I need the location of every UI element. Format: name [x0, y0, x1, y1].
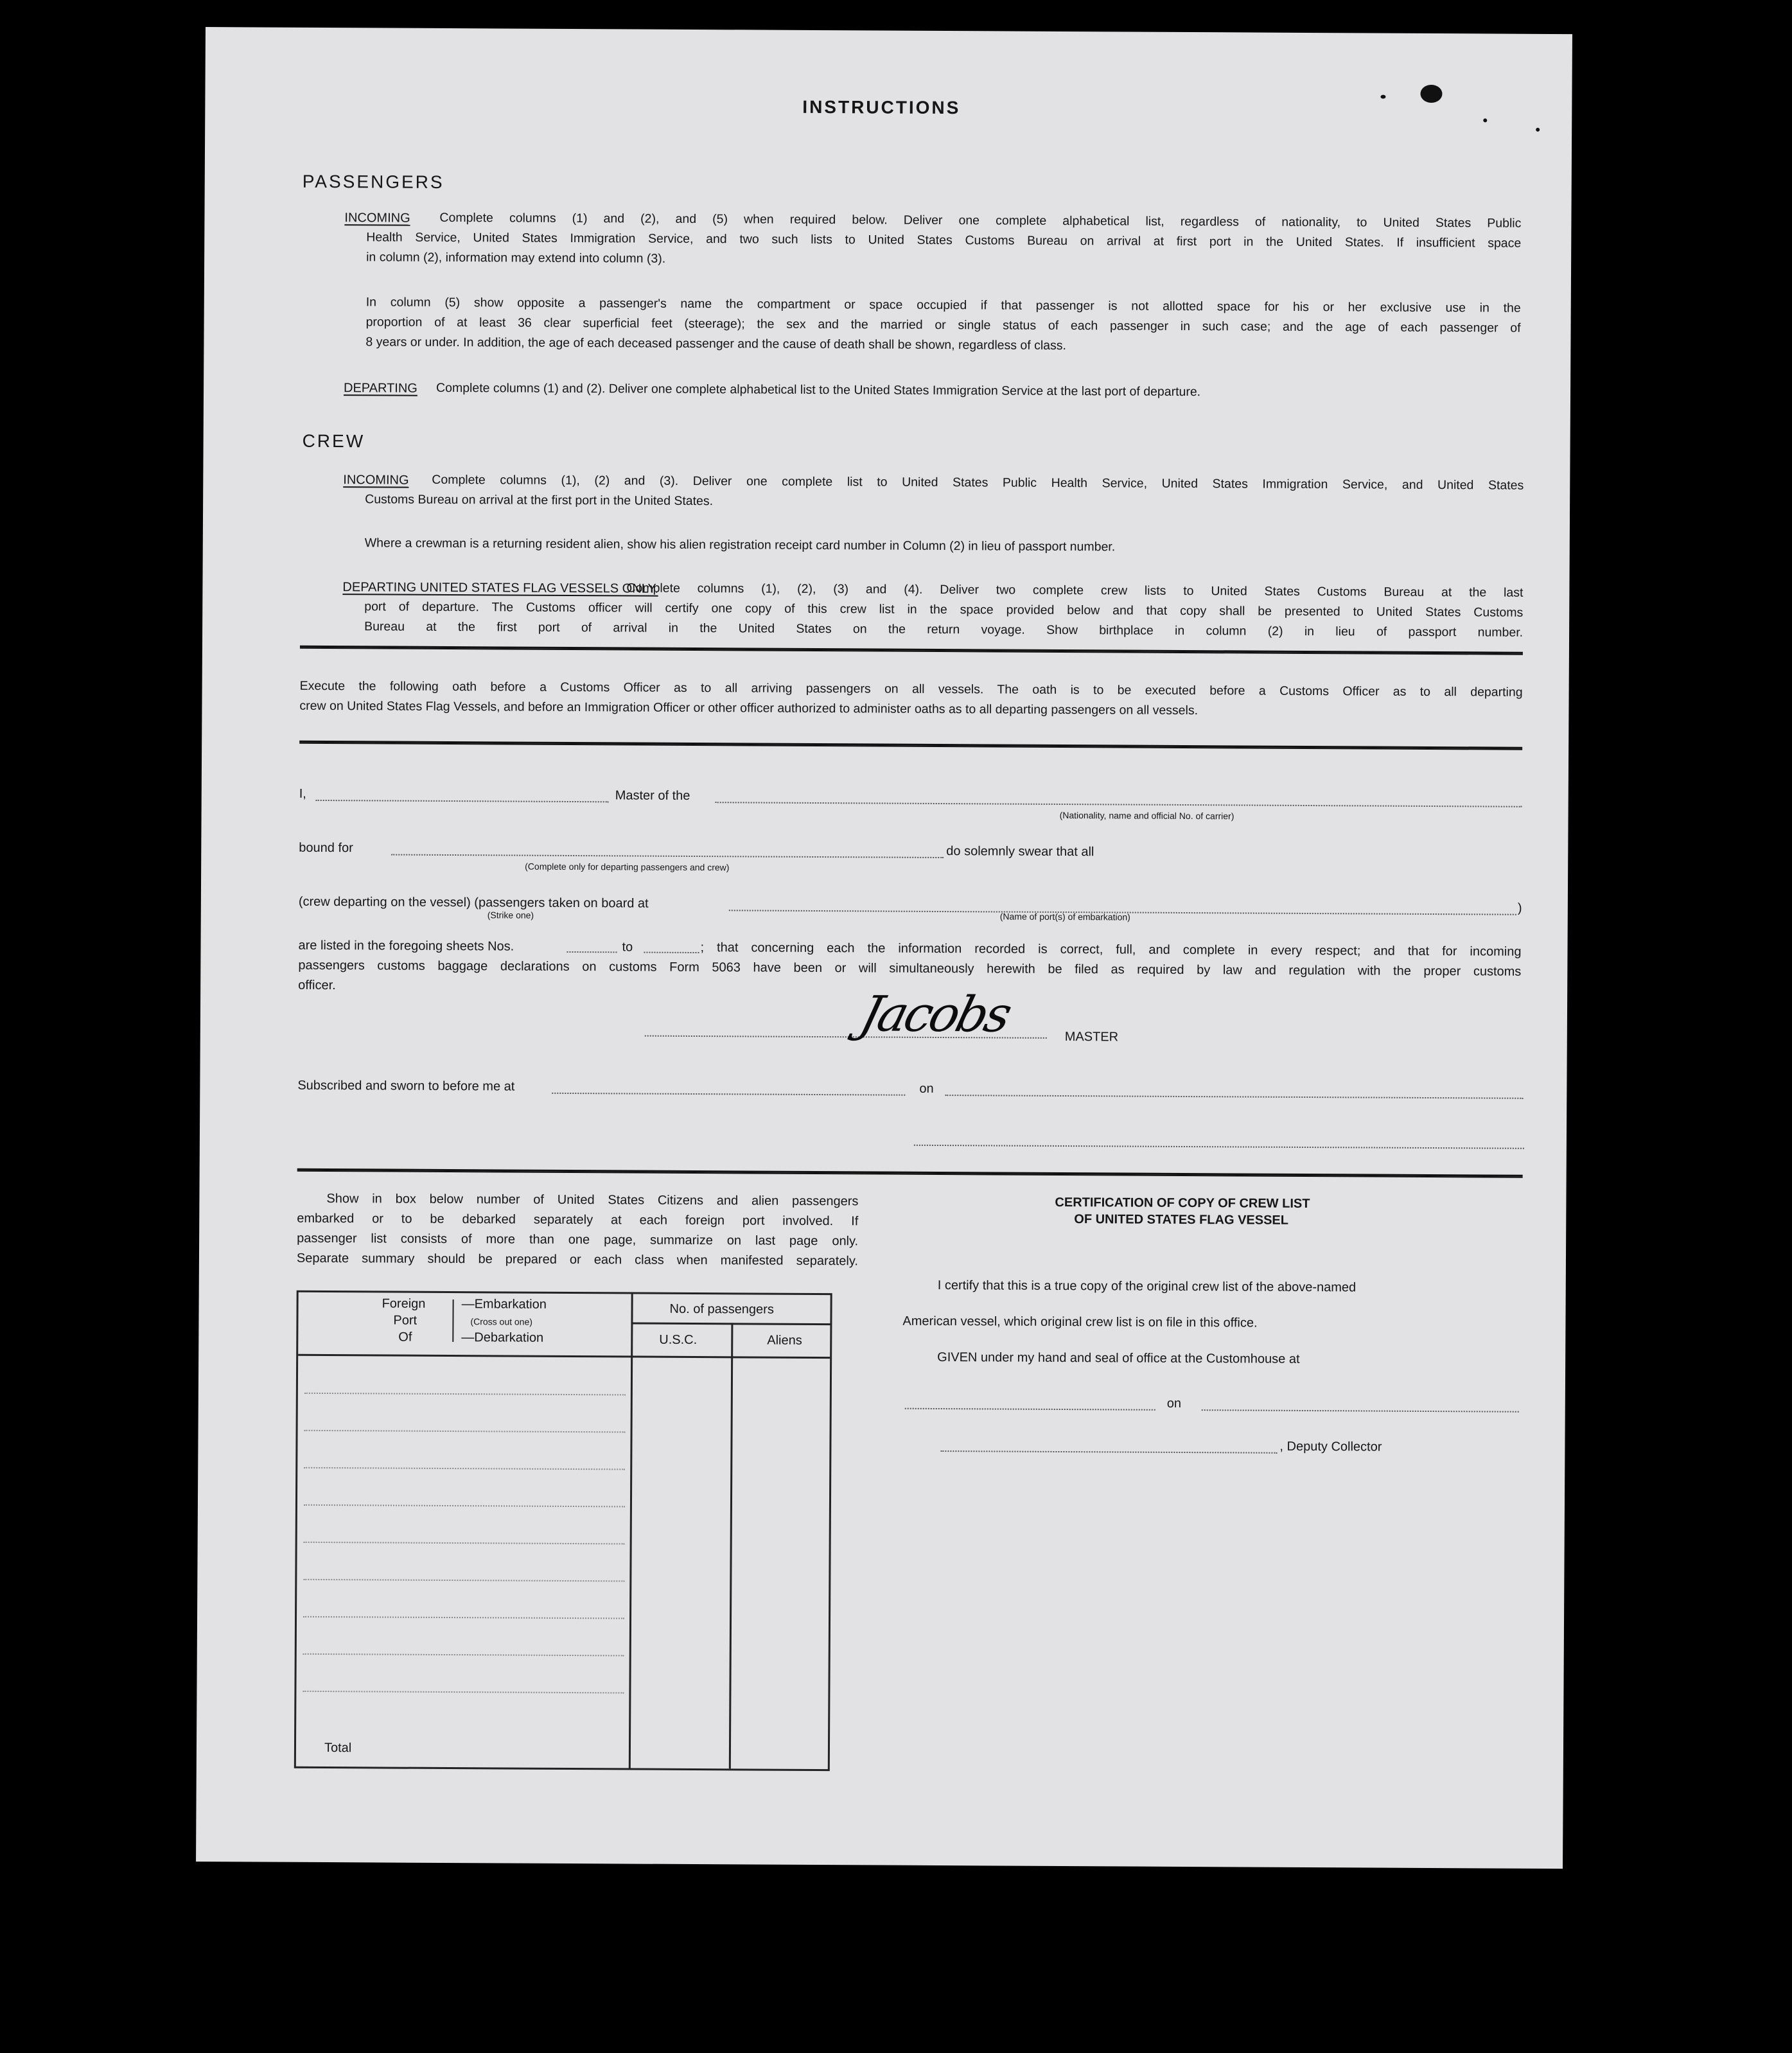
form-page	[196, 27, 1572, 1869]
section-divider	[297, 1168, 1523, 1178]
column5-line: In column (5) show opposite a passenger's name the compartment or space occupied if that passenger is not allotted space for his or her exclusive use in the	[365, 295, 1521, 315]
master-name-field[interactable]	[316, 800, 609, 802]
oath-line-3: officer.	[298, 978, 336, 993]
summary-instruction-line: passenger list consists of more than one page, summarize on last page only.	[297, 1231, 859, 1249]
crew-incoming-line: Complete columns (1), (2) and (3). Deliver one complete list to United States Public Health Service, United States Immigration Service, and United States	[432, 472, 1524, 493]
total-label: Total	[324, 1741, 352, 1756]
sworn-on-label: on	[919, 1081, 934, 1096]
crew-departing-line: port of departure. The Customs officer will certify one copy of this crew list in the space provided below and that copy shall be presented to United States Customs	[364, 599, 1524, 620]
column5-line: 8 years or under. In addition, the age of each deceased passenger and the cause of death shall be shown, regardless of class.	[365, 335, 1067, 353]
bound-for-field[interactable]	[391, 854, 944, 859]
carrier-hint: (Nationality, name and official No. of carrier)	[1059, 809, 1234, 822]
certification-line: American vessel, which original crew list is on file in this office.	[902, 1314, 1258, 1330]
header-bottom-border	[298, 1354, 830, 1359]
no-passengers-header: No. of passengers	[669, 1301, 774, 1317]
crew-departing-line: Bureau at the first port of arrival in the United States on the return voyage. Show birthplace in column (2) in lieu of passport number.	[364, 619, 1524, 640]
debarkation-label: —Debarkation	[461, 1330, 544, 1345]
port-label: Port	[393, 1313, 417, 1328]
certification-line: GIVEN under my hand and seal of office at the Customhouse at	[937, 1350, 1300, 1366]
passengers-incoming-label: INCOMING	[344, 211, 410, 225]
sheet-to-field[interactable]	[644, 952, 699, 953]
column5-line: proportion of at least 36 clear superficial feet (steerage); the sex and the married or single status of each passenger in such case; and the age of each passenger of	[365, 315, 1521, 335]
passengers-heading: PASSENGERS	[302, 171, 444, 192]
port-entry-row[interactable]	[304, 1430, 626, 1433]
oath-line-2: passengers customs baggage declarations on customs Form 5063 have been or will simultaneously herewith be filed as required by law and regulation with the proper customs	[298, 958, 1522, 979]
port-entry-row[interactable]	[303, 1616, 624, 1619]
port-entry-row[interactable]	[303, 1691, 624, 1694]
sheet-from-field[interactable]	[567, 951, 617, 953]
crew-heading: CREW	[302, 430, 365, 452]
certification-title: OF UNITED STATES FLAG VESSEL	[1074, 1212, 1289, 1228]
embarkation-label: —Embarkation	[461, 1297, 547, 1312]
certification-title: CERTIFICATION OF COPY OF CREW LIST	[1055, 1195, 1310, 1212]
crew-passengers-label: (crew departing on the vessel) (passengers taken on board at	[298, 894, 649, 911]
ink-spot	[1420, 85, 1442, 103]
oath-i-label: I,	[299, 786, 306, 801]
bound-for-hint: (Complete only for departing passengers and crew)	[525, 861, 730, 873]
customhouse-field[interactable]	[905, 1408, 1155, 1411]
bound-for-label: bound for	[299, 840, 353, 856]
master-label: MASTER	[1064, 1030, 1119, 1044]
crew-departing-label: DEPARTING UNITED STATES FLAG VESSELS ONLY.	[342, 580, 658, 596]
ports-hint: (Name of port(s) of embarkation)	[999, 911, 1130, 922]
crew-incoming-label: INCOMING	[343, 473, 409, 488]
listed-prefix: are listed in the foregoing sheets Nos.	[298, 938, 514, 954]
passengers-incoming-line: Complete columns (1) and (2), and (5) when required below. Deliver one complete alphabetical list, regardless of nationality, to United States Public	[439, 210, 1522, 231]
ink-dot	[1483, 118, 1487, 122]
page-title: INSTRUCTIONS	[802, 96, 961, 118]
oath-intro-line: Execute the following oath before a Customs Officer as to all arriving passengers on all vessels. The oath is to be executed before a Customs Officer as to all departing	[299, 678, 1523, 700]
aliens-header: Aliens	[767, 1333, 802, 1348]
port-column-border	[629, 1294, 633, 1768]
ink-dot	[1536, 128, 1540, 132]
passengers-incoming-line: in column (2), information may extend into column (3).	[366, 250, 666, 266]
sworn-place-field[interactable]	[552, 1093, 905, 1096]
port-entry-row[interactable]	[303, 1653, 624, 1657]
summary-instruction-line: Show in box below number of United States Citizens and alien passengers	[326, 1192, 859, 1209]
passengers-departing-label: DEPARTING	[344, 381, 417, 396]
officer-signature-field[interactable]	[914, 1145, 1524, 1149]
ink-dot	[1380, 95, 1385, 99]
port-entry-row[interactable]	[304, 1542, 625, 1545]
passengers-incoming-line: Health Service, United States Immigration Service, and two such lists to United States Customs Bureau on arrival at first port in the United States. If insufficient space	[366, 230, 1522, 251]
to-label: to	[622, 940, 633, 955]
oath-intro-line: crew on United States Flag Vessels, and before an Immigration Officer or other officer authorized to administer oaths as to all departing passengers on all vessels.	[299, 698, 1199, 718]
certification-line: I certify that this is a true copy of the original crew list of the above-named	[937, 1278, 1357, 1295]
port-entry-row[interactable]	[304, 1504, 625, 1508]
strike-one-hint: (Strike one)	[487, 910, 534, 921]
passengers-departing-text: Complete columns (1) and (2). Deliver one complete alphabetical list to the United States Immigration Service at the last port of departure.	[436, 380, 1201, 400]
certification-on-label: on	[1166, 1396, 1182, 1411]
crew-incoming-line: Customs Bureau on arrival at the first port in the United States.	[365, 492, 714, 509]
sworn-date-field[interactable]	[945, 1095, 1523, 1099]
usc-aliens-border	[729, 1323, 733, 1768]
swear-label: do solemnly swear that all	[946, 844, 1094, 859]
cross-out-hint: (Cross out one)	[470, 1316, 532, 1327]
usc-header: U.S.C.	[659, 1332, 698, 1348]
summary-instruction-line: Separate summary should be prepared or each class when manifested separately.	[296, 1251, 859, 1269]
certification-date-field[interactable]	[1202, 1409, 1519, 1413]
subscribed-label: Subscribed and sworn to before me at	[297, 1078, 515, 1094]
master-signature: Jacobs	[854, 985, 1016, 1043]
crew-departing-line: Complete columns (1), (2), (3) and (4). Deliver two complete crew lists to United States Customs Bureau at the last	[626, 581, 1524, 600]
foreign-label: Foreign	[382, 1296, 426, 1311]
listed-rest: ; that concerning each the information recorded is correct, full, and complete in every respect; and that for incoming	[700, 940, 1522, 959]
section-divider	[299, 741, 1522, 750]
deputy-collector-label: , Deputy Collector	[1279, 1439, 1382, 1454]
crew-resident-text: Where a crewman is a returning resident alien, show his alien registration receipt card number in Column (2) in lieu of passport number.	[364, 536, 1116, 554]
carrier-field[interactable]	[716, 802, 1522, 807]
close-paren: )	[1517, 901, 1522, 915]
deputy-collector-field[interactable]	[940, 1450, 1277, 1454]
port-entry-row[interactable]	[304, 1393, 626, 1396]
of-label: Of	[398, 1330, 412, 1344]
port-entry-row[interactable]	[303, 1579, 624, 1582]
section-divider	[300, 646, 1523, 655]
header-bracket	[452, 1300, 453, 1342]
master-of-label: Master of the	[615, 788, 690, 803]
summary-instruction-line: embarked or to be debarked separately at each foreign port involved. If	[297, 1211, 859, 1229]
passenger-summary-table	[294, 1291, 832, 1771]
port-entry-row[interactable]	[304, 1467, 625, 1470]
